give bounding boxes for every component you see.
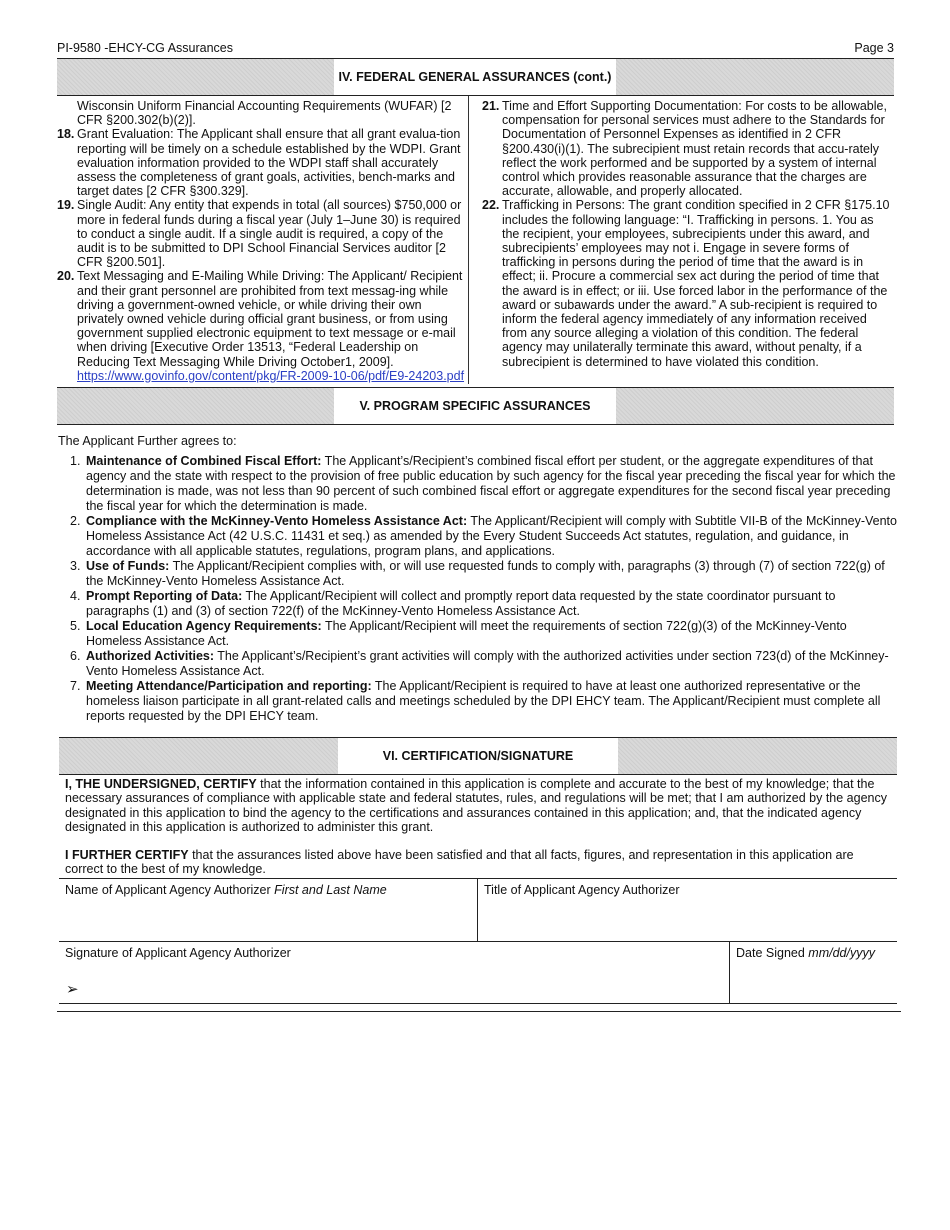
further-certification-statement	[65, 848, 893, 877]
program-item-1	[58, 454, 898, 514]
section-6-title: VI. CERTIFICATION/SIGNATURE	[338, 738, 618, 774]
assurance-item-22	[482, 198, 894, 368]
certify-text: that the information contained in this application is complete and accurate to the best of my knowledge; that the necessary assurances of compliance with applicable state and federal statutes, rules, and regulations will be met; that I am authorized by the agency designated in this application to bind the agency to the certifications and assurances contained in this application; and, that the indicated agency designated in this application is authorized to administer this grant.	[65, 777, 887, 834]
form-rule-underline	[57, 1011, 901, 1012]
item-number: 5.	[70, 619, 81, 633]
section-4-header	[57, 58, 894, 96]
program-item-4	[58, 589, 898, 619]
item-number: 4.	[70, 589, 81, 603]
signature-arrow-icon: ➢	[66, 981, 79, 998]
authorizer-name-field[interactable]	[65, 883, 387, 897]
item-title: Compliance with the McKinney-Vento Homeless Assistance Act:	[86, 514, 468, 528]
item-text: The Applicant/Recipient is required to have at least one authorized representative or the homeless liaison participate in all grant-related calls and meetings scheduled by the DPI EHCY team. The Applicant/Recipient must complete all reports requested by the DPI EHCY team.	[86, 679, 881, 723]
further-certify-lead: I FURTHER CERTIFY	[65, 848, 189, 862]
date-signed-field[interactable]	[736, 946, 875, 960]
item-text: The Applicant’s/Recipient’s grant activities will comply with the authorized activities under section 723(d) of the McKinney-Vento Homeless Assistance Act.	[86, 649, 889, 678]
form-rule-top	[59, 878, 897, 879]
section-5-header	[57, 387, 894, 425]
form-rule-middle	[59, 941, 897, 942]
item-text: Time and Effort Supporting Documentation: For costs to be allowable, compensation for personal services must adhere to the Standards for Documentation of Personnel Expenses as identified in 2 CFR §200.430(i)(1). The subrecipient must retain records that accu-rately reflect the work performed and be supported by a system of internal control which provides reasonable assurance that the charges are accurate, allowable, and properly allocated.	[502, 99, 887, 199]
authorizer-name-hint: First and Last Name	[274, 883, 387, 897]
item-number: 1.	[70, 454, 81, 468]
item-text: Grant Evaluation: The Applicant shall ensure that all grant evalua-tion reporting will be timely on a schedule established by the WDPI. Grant evaluation information provided to the WDPI staff shall accurately assess the completeness of grant goals, activities, bench-marks and target dates [2 CFR §300.329].	[77, 127, 461, 199]
program-item-7	[58, 679, 898, 724]
authorizer-title-label: Title of Applicant Agency Authorizer	[484, 883, 680, 897]
federal-register-link[interactable]: https://www.govinfo.gov/content/pkg/FR-2009-10-06/pdf/E9-24203.pdf	[77, 368, 465, 383]
item-number: 20.	[57, 269, 75, 284]
assurance-item-19	[57, 198, 465, 269]
program-item-2	[58, 514, 898, 559]
further-certify-text: that the assurances listed above have been satisfied and that all facts, figures, and representation in this application are correct to the best of my knowledge.	[65, 848, 854, 877]
item-title: Meeting Attendance/Participation and reporting:	[86, 679, 372, 693]
authorizer-title-field[interactable]	[484, 883, 679, 897]
item-number: 22.	[482, 198, 500, 213]
signature-label: Signature of Applicant Agency Authorizer	[65, 946, 291, 960]
certify-lead: I, THE UNDERSIGNED, CERTIFY	[65, 777, 257, 791]
item-title: Use of Funds:	[86, 559, 170, 573]
item-number: 19.	[57, 198, 75, 213]
form-divider-name-title	[477, 878, 478, 941]
signature-field[interactable]	[65, 946, 291, 960]
item-title: Authorized Activities:	[86, 649, 215, 663]
item-number: 18.	[57, 127, 75, 142]
item-text: The Applicant/Recipient will meet the requirements of section 722(g)(3) of the McKinney-Vento Homeless Assistance Act.	[86, 619, 847, 648]
item-title: Maintenance of Combined Fiscal Effort:	[86, 454, 322, 468]
item-text: The Applicant’s/Recipient’s combined fiscal effort per student, or the aggregate expenditures of that agency and the state with respect to the provision of free public education by such agency for the fiscal year preceding the fiscal year for which the determination is made, was not less than 90 percent of such combined fiscal effort or aggregate expenditures for the second fiscal year preceding the fiscal year for which the determination is made.	[86, 454, 896, 513]
item-number: 3.	[70, 559, 81, 573]
item-text: Single Audit: Any entity that expends in total (all sources) $750,000 or more in federal funds during a fiscal year (July 1–June 30) is required to conduct a single audit. If a single audit is required, a copy of the audit is to be submitted to DPI School Financial Services auditor [2 CFR §200.501].	[77, 198, 462, 270]
form-id: PI-9580 -EHCY-CG Assurances	[57, 41, 234, 55]
section-4-left-column	[57, 99, 465, 383]
form-rule-bottom	[59, 1003, 897, 1004]
assurance-item-21	[482, 99, 894, 198]
section-6-header	[59, 737, 897, 775]
authorizer-name-label: Name of Applicant Agency Authorizer	[65, 883, 275, 897]
date-signed-label: Date Signed	[736, 946, 809, 960]
section-5-title: V. PROGRAM SPECIFIC ASSURANCES	[334, 388, 616, 424]
assurance-item-18	[57, 127, 465, 198]
date-format-hint: mm/dd/yyyy	[808, 946, 875, 960]
item-text: Text Messaging and E-Mailing While Driving: The Applicant/ Recipient and their grant personnel are prohibited from text messag-ing while driving a government-owned vehicle, or while driving their own privately owned vehicle during official grant business, or from using government supplied electronic equipment to text message or e-mail when driving [Executive Order 13513, “Federal Leadership on Reducing Text Messaging While Driving October1, 2009].	[77, 269, 463, 369]
assurance-item-20	[57, 269, 465, 383]
column-divider	[468, 96, 469, 384]
item-text: The Applicant/Recipient complies with, or will use requested funds to comply with, paragraphs (3) through (7) of section 722(g) of the McKinney-Vento Homeless Assistance Act.	[86, 559, 885, 588]
page-number: Page 3	[854, 41, 894, 55]
item-text: Trafficking in Persons: The grant condition specified in 2 CFR §175.10 includes the following language: “I. Trafficking in persons. 1. You as the recipient, your employees, subrecipients under this award, and subrecipients’ employees may not i. Engage in severe forms of trafficking in persons during the period of time that the award is in effect; ii. Procure a commercial sex act during the period of time that the award is in effect; or iii. Use forced labor in the performance of the award or subawards under the award.” A sub-recipient is required to inform the federal agency immediately of any information received from any source alleging a violation of this condition. The federal agency may unilaterally terminate this award, without penalty, if a subrecipient is determined to have violated this condition.	[502, 198, 890, 369]
item-title: Prompt Reporting of Data:	[86, 589, 243, 603]
item-text: The Applicant/Recipient will collect and promptly report data requested by the state coordinator pursuant to paragraphs (1) and (3) of section 722(f) of the McKinney-Vento Homeless Assistance Act.	[86, 589, 836, 618]
program-item-6	[58, 649, 898, 679]
section-5-intro: The Applicant Further agrees to:	[58, 434, 237, 448]
item-title: Local Education Agency Requirements:	[86, 619, 322, 633]
section-4-title: IV. FEDERAL GENERAL ASSURANCES (cont.)	[334, 59, 616, 95]
form-divider-signature-date	[729, 941, 730, 1004]
program-item-3	[58, 559, 898, 589]
item-number: 21.	[482, 99, 500, 113]
program-item-5	[58, 619, 898, 649]
item-number: 7.	[70, 679, 81, 693]
continuation-text: Wisconsin Uniform Financial Accounting Requirements (WUFAR) [2 CFR §200.302(b)(2)].	[77, 99, 452, 128]
section-4-right-column	[482, 99, 894, 369]
program-assurances-list	[58, 454, 898, 724]
item-text: The Applicant/Recipient will comply with Subtitle VII-B of the McKinney-Vento Homeless Assistance Act (42 U.S.C. 11431 et seq.) as amended by the Every Student Succeeds Act statutes, regulation, and guidance, in accordance with all applicable statutes, regulations, program plans, and applications.	[86, 514, 897, 558]
certification-statement	[65, 777, 893, 834]
item-number: 6.	[70, 649, 81, 663]
item-number: 2.	[70, 514, 81, 528]
